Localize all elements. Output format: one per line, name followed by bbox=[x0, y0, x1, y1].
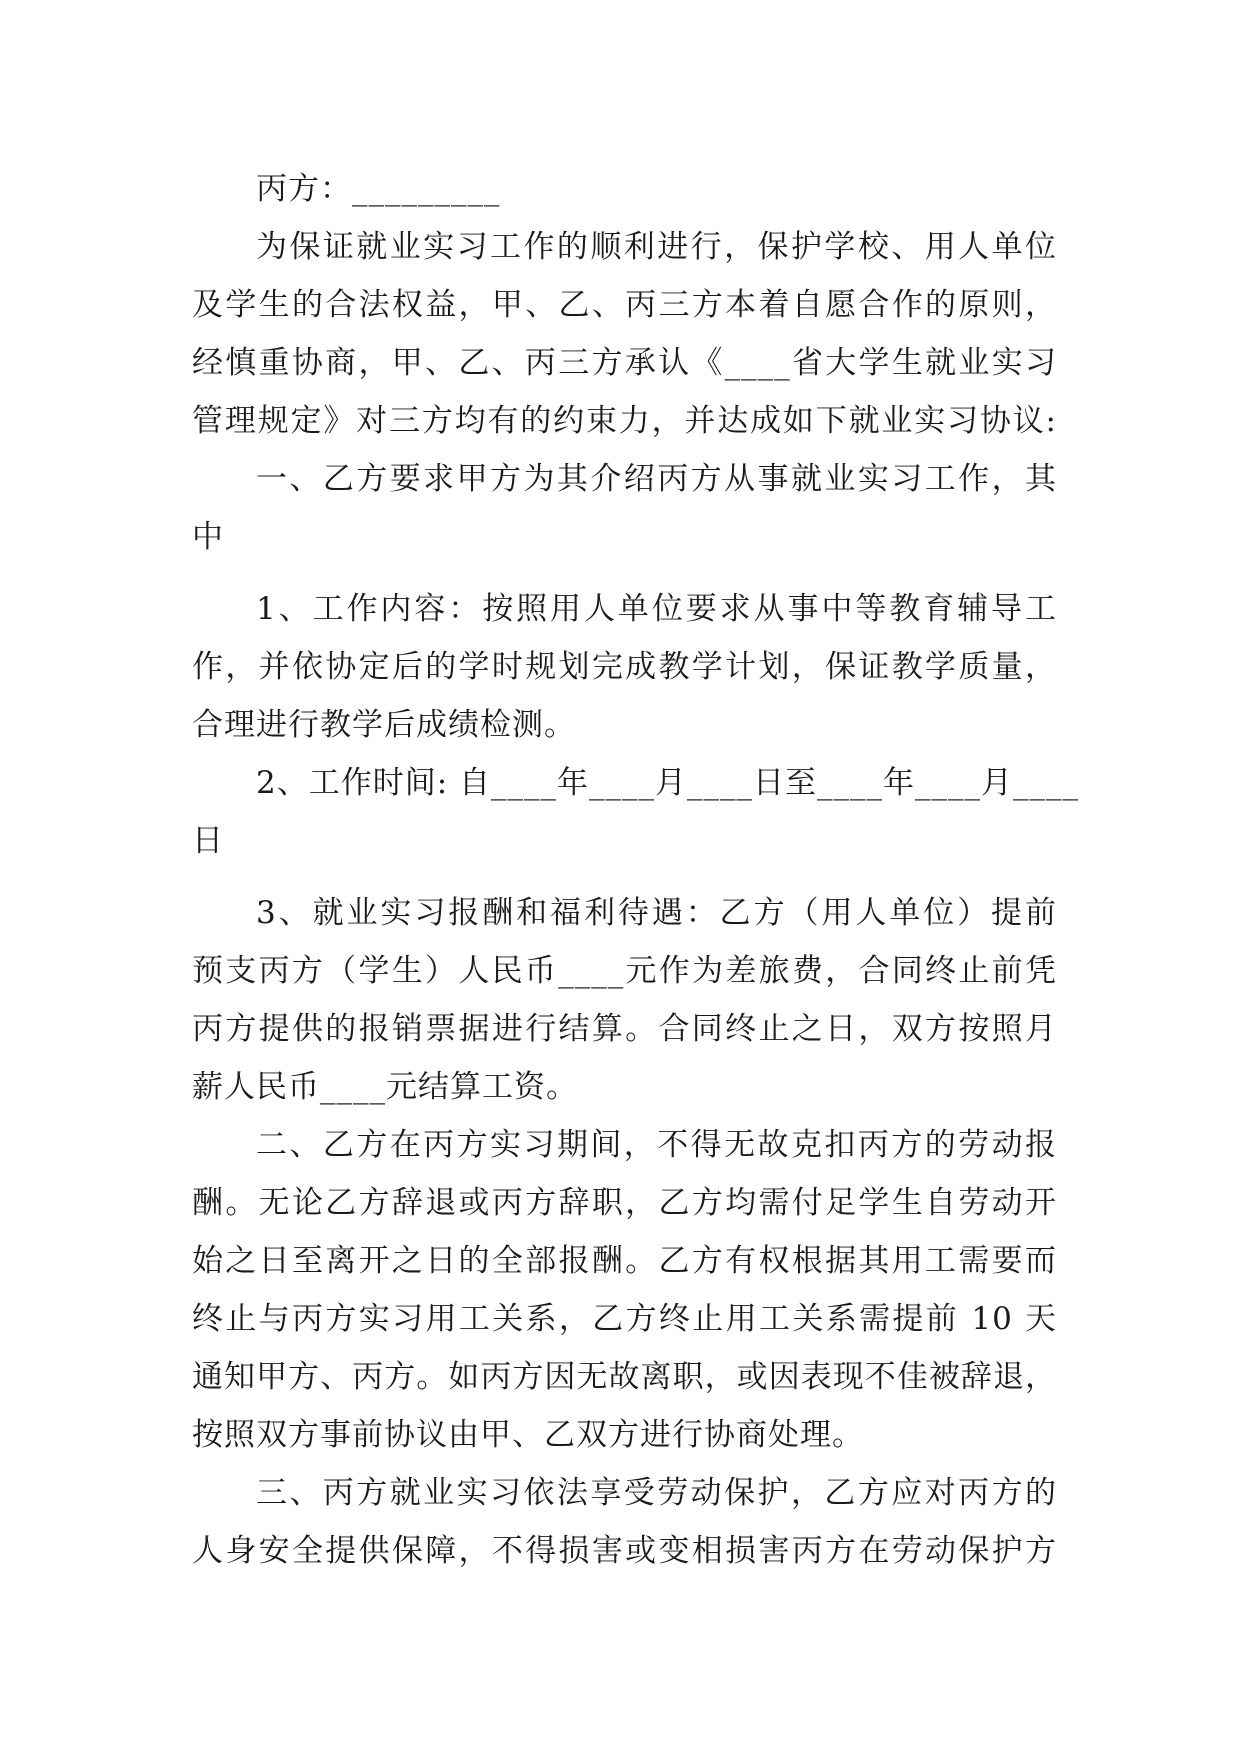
text-line: 中 bbox=[192, 519, 224, 555]
text-line: 终止与丙方实习用工关系，乙方终止用工关系需提前 10 天 bbox=[192, 1301, 1057, 1337]
document-page bbox=[192, 160, 1080, 1580]
text-line: 丙方提供的报销票据进行结算。合同终止之日，双方按照月 bbox=[192, 1011, 1057, 1047]
text-line: 为保证就业实习工作的顺利进行，保护学校、用人单位 bbox=[256, 229, 1057, 265]
text-line: 按照双方事前协议由甲、乙双方进行协商处理。 bbox=[192, 1417, 864, 1453]
text-line: 管理规定》对三方均有的约束力，并达成如下就业实习协议: bbox=[192, 403, 1057, 439]
text-line: 酬。无论乙方辞退或丙方辞职，乙方均需付足学生自劳动开 bbox=[192, 1185, 1057, 1221]
text-line: 二、乙方在丙方实习期间，不得无故克扣丙方的劳动报 bbox=[256, 1127, 1057, 1163]
text-line: 及学生的合法权益，甲、乙、丙三方本着自愿合作的原则， bbox=[192, 287, 1057, 323]
text-line: 3、就业实习报酬和福利待遇：乙方（用人单位）提前 bbox=[256, 895, 1057, 931]
text-line: 一、乙方要求甲方为其介绍丙方从事就业实习工作，其 bbox=[256, 461, 1057, 497]
text-line: 作，并依协定后的学时规划完成教学计划，保证教学质量， bbox=[192, 649, 1057, 685]
text-line: 人身安全提供保障，不得损害或变相损害丙方在劳动保护方 bbox=[192, 1533, 1057, 1569]
text-line: 日 bbox=[192, 823, 224, 859]
party-c-line: 丙方：_________ bbox=[256, 171, 501, 207]
text-line: 通知甲方、丙方。如丙方因无故离职，或因表现不佳被辞退， bbox=[192, 1359, 1057, 1395]
text-line: 预支丙方（学生）人民币____元作为差旅费，合同终止前凭 bbox=[192, 953, 1057, 989]
text-line: 始之日至离开之日的全部报酬。乙方有权根据其用工需要而 bbox=[192, 1243, 1057, 1279]
text-line: 合理进行教学后成绩检测。 bbox=[192, 707, 576, 743]
text-line: 经慎重协商，甲、乙、丙三方承认《____省大学生就业实习 bbox=[192, 345, 1057, 381]
text-line: 2、工作时间: 自____年____月____日至____年____月____ bbox=[256, 765, 1080, 801]
text-line: 1、工作内容：按照用人单位要求从事中等教育辅导工 bbox=[256, 591, 1057, 627]
text-line: 三、丙方就业实习依法享受劳动保护，乙方应对丙方的 bbox=[256, 1475, 1057, 1511]
text-line: 薪人民币____元结算工资。 bbox=[192, 1069, 578, 1105]
